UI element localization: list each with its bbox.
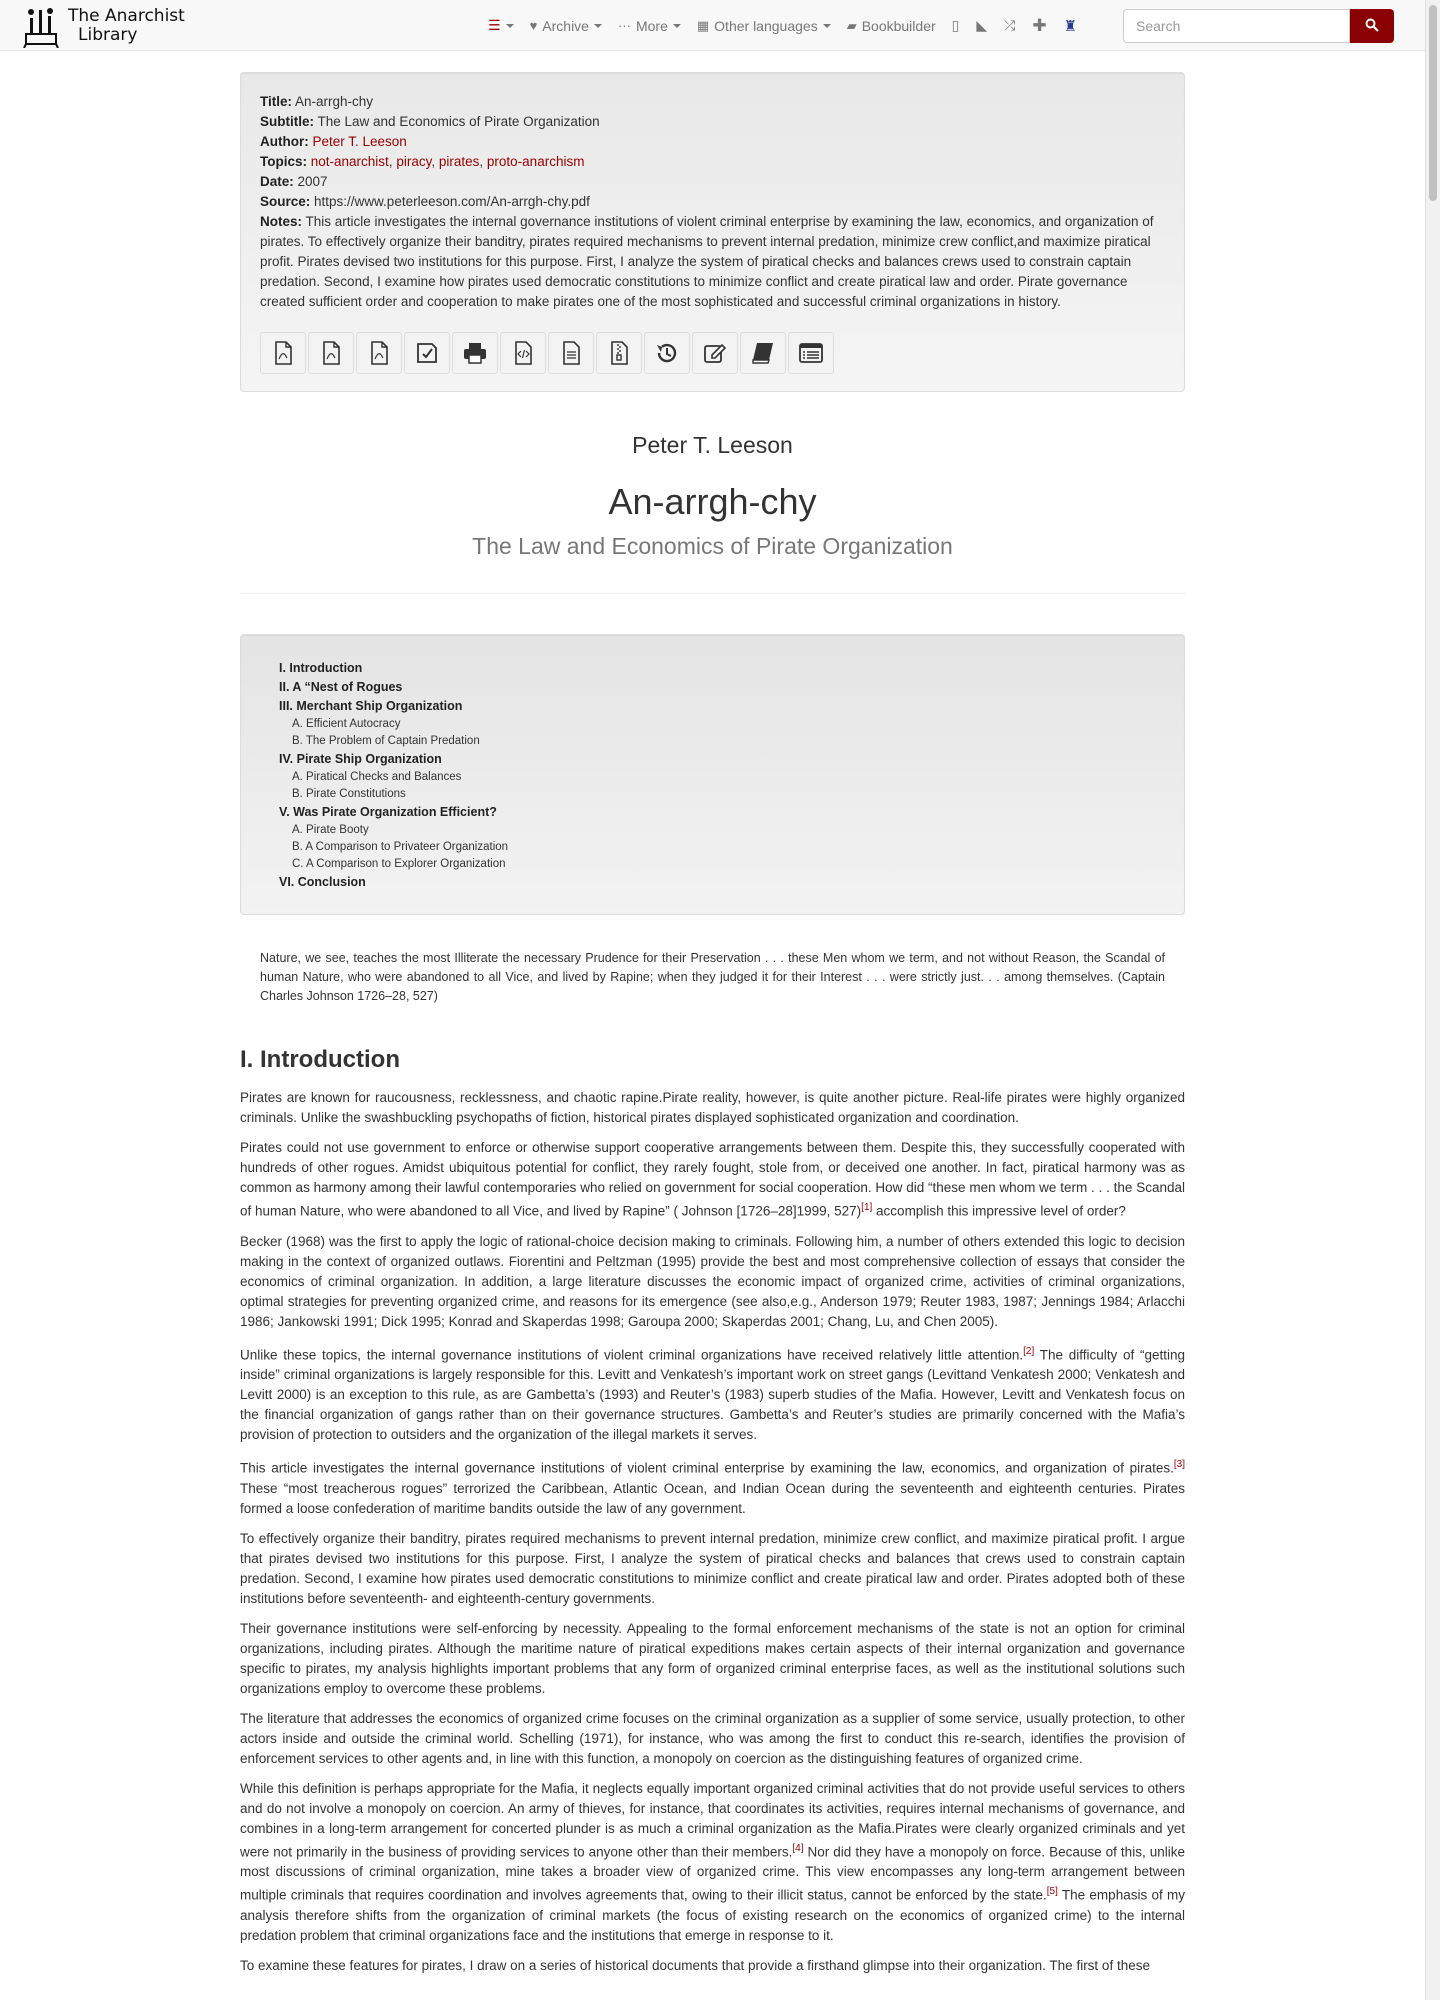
bookbuilder-label: Bookbuilder bbox=[861, 17, 936, 34]
epub-download-button[interactable] bbox=[404, 332, 450, 374]
meta-source-row bbox=[260, 192, 1165, 212]
zip-file-icon bbox=[606, 340, 632, 366]
print-icon bbox=[462, 340, 488, 366]
paragraph bbox=[240, 1529, 1185, 1609]
grid-icon: ▦ bbox=[696, 17, 710, 33]
topic-link[interactable]: not-anarchist bbox=[310, 154, 389, 169]
toc-subitem[interactable]: B. Pirate Constitutions bbox=[292, 788, 406, 800]
paragraph-text: This article investigates the internal governance institutions of violent criminal enterprise by examining the law, economics, and organization of pirates. bbox=[240, 1460, 1174, 1476]
page-subtitle: The Law and Economics of Pirate Organization bbox=[472, 533, 953, 559]
history-button[interactable] bbox=[644, 332, 690, 374]
topic-link[interactable]: pirates bbox=[438, 154, 480, 169]
history-icon bbox=[654, 340, 680, 366]
letter-pdf-download-button[interactable] bbox=[356, 332, 402, 374]
meta-author-row bbox=[260, 132, 1165, 152]
other-languages-label: Other languages bbox=[714, 17, 818, 34]
text-header bbox=[240, 432, 1185, 560]
vertical-scrollbar[interactable] bbox=[1425, 0, 1440, 2000]
main-content bbox=[240, 72, 1185, 1986]
list-alt-icon bbox=[798, 340, 824, 366]
site-logo[interactable] bbox=[22, 4, 185, 48]
toc-item[interactable]: I. Introduction bbox=[279, 661, 363, 675]
paragraph-text: Pirates are known for raucousness, recklessness, and chaotic rapine.Pirate reality, however, is quite another picture. Real-life pirates were highly organized criminals. Unlike the swashbuckling psychopaths of fiction, historical pirates displayed sophisticated organization and coordination. bbox=[240, 1090, 1185, 1125]
meta-author-link[interactable]: Peter T. Leeson bbox=[312, 134, 407, 149]
more-label: More bbox=[635, 17, 668, 34]
heart-icon: ♥ bbox=[529, 18, 538, 33]
page-title: An-arrgh-chy bbox=[608, 481, 817, 522]
pdf-download-button[interactable] bbox=[260, 332, 306, 374]
paragraph-text: The literature that addresses the economics of organized crime focuses on the criminal organization as a supplier of some service, usually protection, to other actors inside and outside the criminal world. Schelling (1971), for instance, who was among the first to conduct this re-search, identifies the provision of enforcement services to other agents and, in line with this function, a monopoly on coercion as the distinguishing features of organized crime. bbox=[240, 1710, 1185, 1766]
paragraph-text: To examine these features for pirates, I draw on a series of historical documents that provide a firsthand glimpse into their organization. The first of these bbox=[240, 1957, 1150, 1973]
topic-link[interactable]: proto-anarchism bbox=[486, 154, 585, 169]
meta-notes-row bbox=[260, 212, 1165, 312]
pdf-file-icon bbox=[270, 340, 296, 366]
a4-pdf-download-button[interactable] bbox=[308, 332, 354, 374]
meta-topics-row: Topics: not-anarchist, piracy, pirates, proto-anarchism bbox=[260, 154, 585, 169]
meta-title: An-arrgh-chy bbox=[295, 94, 374, 109]
archive-label: Archive bbox=[542, 17, 589, 34]
paragraph-text: To effectively organize their banditry, pirates required mechanisms to prevent internal predation, minimize crew conflict, and maximize piratical profit. I argue that pirates devised two institutions for this purpose. First, I analyze the system of piratical checks and balances that crews used to constrain captain predation. Second, I examine how pirates used democratic constitutions to minimize conflict and create piratical law and order. Pirates adopted both of these institutions before seventeenth- and eighteenth-century governments. bbox=[240, 1530, 1185, 1606]
main-nav bbox=[488, 0, 1094, 51]
paragraph-text: The emphasis of my analysis therefore shifts from the organization of criminal markets (the focus of existing research on the economics of organized crime) to the internal predation problem that criminal organizations face and the institutions that emerge in response to it. bbox=[240, 1887, 1185, 1943]
brand-line2: Library bbox=[78, 25, 138, 45]
meta-subtitle: The Law and Economics of Pirate Organization bbox=[317, 114, 600, 129]
scrollbar-thumb[interactable] bbox=[1429, 5, 1437, 201]
library-logo-icon bbox=[22, 4, 60, 48]
meta-date-row bbox=[260, 172, 1165, 192]
footnote-link[interactable]: [3] bbox=[1173, 1459, 1185, 1470]
bookbuilder-link[interactable] bbox=[847, 0, 936, 51]
archive-dropdown[interactable] bbox=[530, 0, 602, 51]
toc-subitem[interactable]: B. The Problem of Captain Predation bbox=[292, 735, 480, 747]
download-toolbar bbox=[260, 332, 1165, 374]
meta-subtitle-row bbox=[260, 112, 1165, 132]
toc-subitem[interactable]: C. A Comparison to Explorer Organization bbox=[292, 858, 506, 870]
search-input[interactable] bbox=[1123, 9, 1350, 43]
footnote-link[interactable]: [5] bbox=[1046, 1886, 1058, 1897]
meta-topics-label: Topics: bbox=[260, 154, 307, 169]
other-languages-dropdown[interactable] bbox=[697, 0, 831, 51]
topic-link[interactable]: piracy bbox=[396, 154, 432, 169]
brand-line1: The Anarchist bbox=[68, 6, 185, 26]
toc-subitem[interactable]: A. Efficient Autocracy bbox=[292, 718, 401, 730]
paragraph bbox=[240, 1455, 1185, 1519]
table-of-contents bbox=[240, 634, 1185, 915]
meta-date: 2007 bbox=[297, 174, 328, 189]
meta-author-label: Author: bbox=[260, 134, 309, 149]
meta-date-label: Date: bbox=[260, 174, 294, 189]
footnote-link[interactable]: [2] bbox=[1023, 1345, 1035, 1357]
toc-item[interactable]: VI. Conclusion bbox=[279, 875, 366, 889]
paragraph bbox=[240, 1088, 1185, 1128]
source-archive-download-button[interactable] bbox=[596, 332, 642, 374]
footnote-link[interactable]: [4] bbox=[792, 1842, 804, 1854]
paragraph bbox=[240, 1342, 1185, 1446]
caret-down-icon bbox=[506, 24, 514, 28]
toc-item[interactable]: IV. Pirate Ship Organization bbox=[279, 752, 442, 766]
pdf-file-icon bbox=[318, 340, 344, 366]
caret-down-icon bbox=[673, 24, 681, 28]
divider bbox=[240, 593, 1185, 594]
print-button[interactable] bbox=[452, 332, 498, 374]
paragraph-text: accomplish this impressive level of order? bbox=[872, 1203, 1126, 1219]
mobile-icon[interactable]: ▯ bbox=[951, 17, 960, 33]
paragraph-text: These “most treacherous rogues” terrorized the Caribbean, Atlantic Ocean, and Indian Ocean during the seventeenth and eighteenth centuries. Pirates formed a loose confederation of maritime bandits outside the law of any government. bbox=[240, 1480, 1185, 1516]
pdf-file-icon bbox=[366, 340, 392, 366]
paragraph bbox=[240, 1232, 1185, 1332]
meta-source: https://www.peterleeson.com/An-arrgh-chy.pdf bbox=[314, 194, 590, 209]
paragraph bbox=[240, 1779, 1185, 1946]
meta-title-label: Title: bbox=[260, 94, 293, 109]
epigraph-quote: Nature, we see, teaches the most Illiterate the necessary Prudence for their Preservation . . . these Men whom we term, and not without Reason, the Scandal of human Nature, who were abandoned to all Vice, and lived by Rapine; when they judged it for their Interest . . . were strictly just. . . among themselves. (Captain Charles Johnson 1726–28, 527) bbox=[260, 951, 1165, 1003]
section-heading: I. Introduction bbox=[240, 1046, 400, 1073]
paragraph bbox=[240, 1956, 1185, 1976]
navbar bbox=[0, 0, 1425, 51]
meta-subtitle-label: Subtitle: bbox=[260, 114, 314, 129]
paragraph-text: Becker (1968) was the first to apply the logic of rational-choice decision making to criminals. Following him, a number of others extended this logic to decision making in the context of organized outlaws. Fiorentini and Peltzman (1995) provide the best and most comprehensive collection of essays that consider the economics of criminal organization. In addition, a large literature discusses the economic impact of organized crime, activities of criminal organizations, optimal strategies for preventing organized crime, and reasons for its emergence (see also,e.g., Anderson 1979; Reuter 1983, 1987; Jennings 1984; Arlacchi 1986; Jankowski 1991; Dick 1995; Konrad and Skaperdas 1998; Garoupa 2000; Skaperdas 2001; Chang, Lu, and Chen 2005). bbox=[240, 1233, 1185, 1329]
paragraph-text: Pirates could not use government to enforce or otherwise support cooperative arrangements between them. Despite this, they successfully cooperated with hundreds of other rogues. Amidst ubiquitous potential for conflict, they rarely fought, stole from, or deceived one another. In fact, piratical harmony was as common as harmony among their lawful contemporaries who relied on government for social cooperation. How did “these men whom we term . . . the Scandal of human Nature, who were abandoned to all Vice, and lived by Rapine” ( Johnson [1726–28]1999, 527) bbox=[240, 1140, 1185, 1219]
code-file-icon bbox=[510, 340, 536, 366]
toc-item[interactable]: III. Merchant Ship Organization bbox=[279, 699, 463, 713]
footnote-link[interactable]: [1] bbox=[861, 1202, 873, 1213]
ellipsis-icon: ··· bbox=[617, 18, 631, 33]
toc-subitem[interactable]: A. Piratical Checks and Balances bbox=[292, 771, 462, 783]
toc-item[interactable]: II. A “Nest of Rogues bbox=[279, 680, 403, 694]
meta-notes-label: Notes: bbox=[260, 214, 303, 229]
list-menu-dropdown[interactable] bbox=[488, 0, 514, 51]
book-icon bbox=[750, 340, 776, 366]
paragraph bbox=[240, 1709, 1185, 1769]
caret-down-icon bbox=[823, 24, 831, 28]
paragraph-text: Their governance institutions were self-enforcing by necessity. Appealing to the formal enforcement mechanisms of the state is not an option for criminal organizations, including pirates. Although the maritime nature of piratical expeditions makes certain aspects of their internal organization and governance specific to pirates, my analysis highlights important problems that any form of organized criminal enterprise faces, as well as the institutional solutions such organizations employ to overcome these problems. bbox=[240, 1620, 1185, 1696]
text-file-icon bbox=[558, 340, 584, 366]
caret-down-icon bbox=[594, 24, 602, 28]
add-icon[interactable]: ✚ bbox=[1032, 15, 1047, 35]
book-icon: ▰ bbox=[846, 17, 857, 33]
text-download-button[interactable] bbox=[548, 332, 594, 374]
edit-icon bbox=[702, 340, 728, 366]
toc-subitem[interactable]: A. Pirate Booty bbox=[292, 824, 369, 836]
brand-text bbox=[68, 7, 185, 45]
meta-notes: This article investigates the internal governance institutions of violent criminal enterprise by examining the law, economics, and organization of pirates. To effectively organize their banditry, pirates required mechanisms to prevent internal predation, minimize crew conflict,and maximize piratical profit. Pirates devised two institutions for this purpose. First, I analyze the system of piratical checks and balances crews used to constrain captain predation. Second, I examine how pirates used democratic constitutions to minimize conflict and create piratical law and order. Pirate governance created sufficient order and cooperation to make pirates one of the most sophisticated and successful criminal organizations in history. bbox=[260, 214, 1154, 309]
meta-source-label: Source: bbox=[260, 194, 311, 209]
rss-icon[interactable]: ◣ bbox=[976, 17, 988, 33]
random-icon[interactable]: ⤮ bbox=[1004, 17, 1016, 33]
author-heading: Peter T. Leeson bbox=[632, 432, 793, 458]
meta-title-row bbox=[260, 92, 1165, 112]
more-dropdown[interactable] bbox=[618, 0, 681, 51]
list-icon: ☰ bbox=[488, 17, 501, 33]
paragraph bbox=[240, 1619, 1185, 1699]
body-text bbox=[240, 1088, 1185, 1976]
paragraph bbox=[240, 1138, 1185, 1222]
paragraph-text: The difficulty of “getting inside” criminal organizations is largely responsible for this. Levitt and Venkatesh’s important work on street gangs (Levittand Venkatesh 2000; Venkatesh and Levitt 2000) is an exception to this rule, as are Gambetta’s (1993) and Reuter’s (1983) superb studies of the Mafia. However, Levitt and Venkatesh focus on the financial organization of gangs rather than on their governance structures. Gambetta’s and Reuter’s studies are primarily concerned with the Mafia’s provision of protection to outsiders and the organization of the illegal markets it serves. bbox=[240, 1347, 1185, 1442]
epub-icon bbox=[414, 340, 440, 366]
search-icon bbox=[1365, 18, 1379, 32]
html-download-button[interactable] bbox=[500, 332, 546, 374]
toc-item[interactable]: V. Was Pirate Organization Efficient? bbox=[279, 805, 497, 819]
search-button[interactable] bbox=[1350, 9, 1394, 43]
edit-button[interactable] bbox=[692, 332, 738, 374]
add-to-bookbuilder-button[interactable] bbox=[740, 332, 786, 374]
paragraph-text: Nor did they have a monopoly on force. Because of this, unlike most discussions of criminal organization, mine takes a broader view of organized crime. This view encompasses any long-term arrangement between multiple criminals that requires coordination and involves agreements that, owing to their illicit status, cannot be enforced by the state. bbox=[240, 1844, 1185, 1903]
paragraph-text: Unlike these topics, the internal governance institutions of violent criminal organizations have received relatively little attention. bbox=[240, 1347, 1024, 1362]
paragraph-text: While this definition is perhaps appropriate for the Mafia, it neglects equally important organized criminal activities that do not provide useful services to others and do not involve a monopoly on coercion. An army of thieves, for instance, that coordinates its activities, requires internal mechanisms of governance, and combines in a long-term arrangement for concerted plunder is as much a criminal organization as the Mafia.Pirates were clearly organized criminals and yet were not primarily in the business of providing services to anyone other than their members. bbox=[240, 1780, 1185, 1859]
toc-subitem[interactable]: B. A Comparison to Privateer Organization bbox=[292, 841, 509, 853]
text-metadata-panel bbox=[240, 72, 1185, 392]
castle-icon[interactable]: ♜ bbox=[1063, 17, 1078, 35]
toc-toggle-button[interactable] bbox=[788, 332, 834, 374]
search-form bbox=[1123, 9, 1393, 43]
